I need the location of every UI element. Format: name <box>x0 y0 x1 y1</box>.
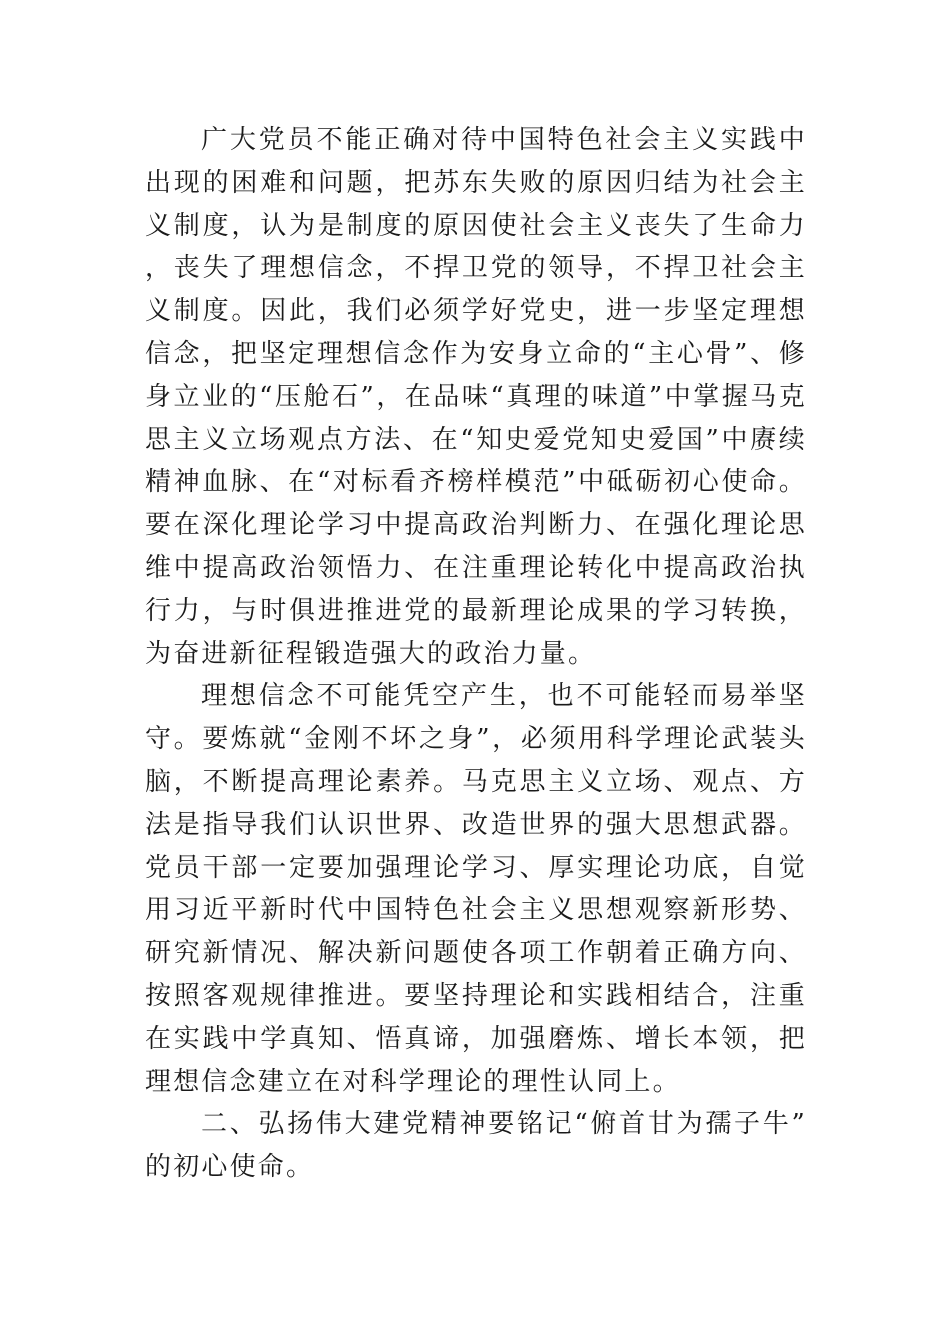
section-heading-two: 二、弘扬伟大建党精神要铭记“俯首甘为孺子牛”的初心使命。 <box>145 1109 807 1183</box>
paragraph-theory-study: 理想信念不可能凭空产生，也不可能轻而易举坚守。要炼就“金刚不坏之身”，必须用科学理论武装头脑，不断提高理论素养。马克思主义立场、观点、方法是指导我们认识世界、改造世界的强大思想武器。党员干部一定要加强理论学习、厚实理论功底，自觉用习近平新时代中国特色社会主义思想观察新形势、研究新情况、解决新问题使各项工作朝着正确方向、按照客观规律推进。要坚持理论和实践相结合，注重在实践中学真知、悟真谛，加强磨炼、增长本领，把理想信念建立在对科学理论的理性认同上。 <box>145 681 807 1097</box>
paragraph-ideals-belief: 广大党员不能正确对待中国特色社会主义实践中出现的困难和问题，把苏东失败的原因归结为社会主义制度，认为是制度的原因使社会主义丧失了生命力，丧失了理想信念，不捍卫党的领导，不捍卫社会主义制度。因此，我们必须学好党史，进一步坚定理想信念，把坚定理想信念作为安身立命的“主心骨”、修身立业的“压舱石”，在品味“真理的味道”中掌握马克思主义立场观点方法、在“知史爱党知史爱国”中赓续精神血脉、在“对标看齐榜样模范”中砥砺初心使命。要在深化理论学习中提高政治判断力、在强化理论思维中提高政治领悟力、在注重理论转化中提高政治执行力，与时俱进推进党的最新理论成果的学习转换，为奋进新征程锻造强大的政治力量。 <box>145 125 807 669</box>
document-body <box>145 119 807 1189</box>
